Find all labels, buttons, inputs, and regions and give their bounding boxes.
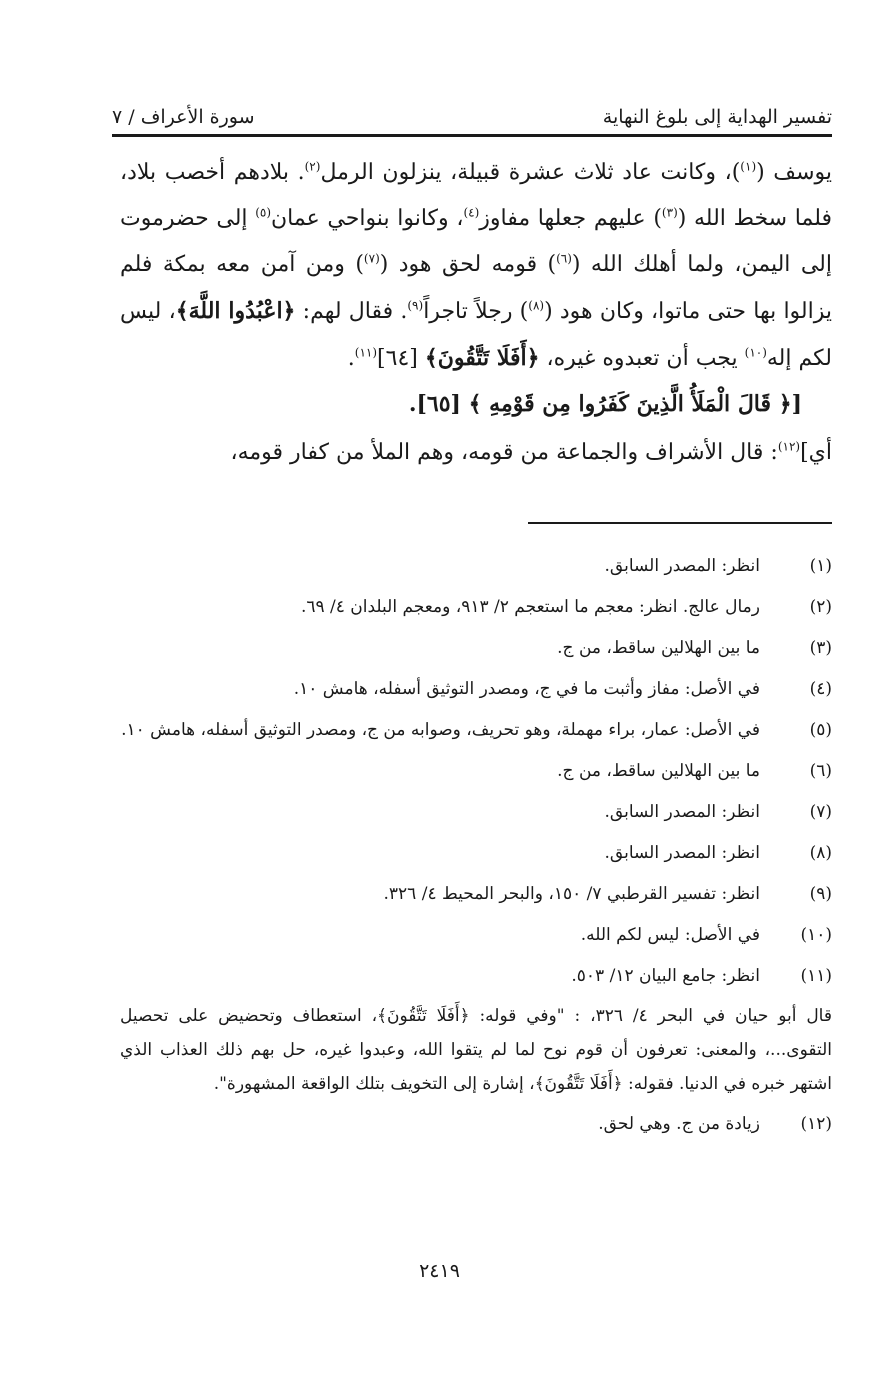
- footnote-text: ما بين الهلالين ساقط، من ج.: [557, 638, 760, 658]
- footnote-text: انظر: المصدر السابق.: [604, 556, 760, 576]
- footnote-number: (٥): [809, 720, 832, 740]
- text-run: . بلادهم أخصب بلاد، فلما سخط الله (: [120, 160, 832, 231]
- footnote-item: [120, 548, 832, 584]
- footnote-item: [120, 671, 832, 707]
- footnote-item: [120, 835, 832, 871]
- footnote-continuation: قال أبو حيان في البحر ٤/ ٣٢٦، : "وفي قوله: ﴿أَفَلَا تَتَّقُونَ﴾، استعطاف وتحضيض على تحصيل التقوى...، والمعنى: تعرفون أن قوم نوح لما لم يتقوا الله، وعبدوا غيره، حل بهم ذلك العذاب الذي اشتهر خبره في الدنيا. فقوله: ﴿أَفَلَا تَتَّقُونَ﴾، إشارة إلى التخويف بتلك الواقعة المشهورة".: [120, 1006, 832, 1094]
- text-run: إلى حضرموت إلى اليمن، ولما أهلك الله (: [120, 206, 832, 277]
- footnote-number: (٦): [809, 761, 832, 781]
- surah-reference: سورة الأعراف / ٧: [112, 106, 255, 128]
- footnote-item: [120, 917, 832, 953]
- footnote-text: انظر: المصدر السابق.: [604, 802, 760, 822]
- footnote-number: (١): [809, 556, 832, 576]
- footnote-item: [120, 712, 832, 748]
- text-run: . فقال لهم:: [295, 299, 408, 324]
- footnote-ref: (١): [740, 159, 757, 174]
- text-run: ، ليس لكم إله: [120, 299, 832, 371]
- text-run: .: [347, 346, 355, 371]
- footnote-number: (٨): [809, 843, 832, 863]
- footnote-number: (٧): [809, 802, 832, 822]
- book-title: تفسير الهداية إلى بلوغ النهاية: [602, 106, 832, 128]
- text-run: [٦٤]: [377, 346, 425, 371]
- footnote-item: [120, 958, 832, 994]
- text-run: ) رجلاً تاجراً: [423, 299, 529, 324]
- footnote-number: (٢): [809, 597, 832, 617]
- footnote-ref: (٥): [255, 205, 272, 220]
- footnote-number: (٣): [809, 638, 832, 658]
- footnote-number: (١٠): [800, 925, 832, 945]
- footnote-ref: (١٢): [777, 439, 801, 454]
- footnote-text: زيادة من ج. وهي لحق.: [598, 1114, 760, 1134]
- footnote-text: في الأصل: عمار، براء مهملة، وهو تحريف، وصوابه من ج، ومصدر التوثيق أسفله، هامش ١٠.: [121, 720, 760, 740]
- footnote-ref: (٧): [363, 251, 380, 266]
- text-run: يجب أن تعبدوه غيره،: [539, 346, 745, 371]
- footnote-text: انظر: المصدر السابق.: [604, 843, 760, 863]
- footnote-ref: (٣): [661, 205, 678, 220]
- text-run: )، وكانت عاد ثلاث عشرة قبيلة، ينزلون الرمل: [320, 160, 741, 185]
- page-number: ٢٤١٩: [419, 1260, 460, 1282]
- text-run: ) عليهم جعلها مفاوز: [479, 206, 662, 231]
- text-run: ) ومن آمن معه بمكة فلم يزالوا بها حتى ماتوا، وكان هود (: [120, 252, 833, 324]
- footnote-item: [120, 794, 832, 830]
- footnote-number: (١٢): [800, 1114, 832, 1134]
- header-rule: [112, 134, 832, 137]
- commentary-line: [120, 430, 832, 476]
- quran-quote: ﴿أَفَلَا تَتَّقُونَ﴾: [424, 345, 540, 371]
- footnote-item: [120, 630, 832, 666]
- footnote-ref: (٨): [528, 298, 545, 313]
- footnote-item: [120, 753, 832, 789]
- footnote-ref: (٤): [463, 205, 480, 220]
- footnote-number: (١١): [800, 966, 832, 986]
- footnotes: [120, 548, 832, 1147]
- main-paragraph: [120, 150, 832, 382]
- footnote-text: انظر: جامع البيان ١٢/ ٥٠٣.: [571, 966, 760, 986]
- running-header: [112, 94, 832, 128]
- text-run: أي]: [800, 440, 832, 465]
- footnote-item: [120, 1106, 832, 1142]
- footnote-ref: (٩): [407, 298, 424, 313]
- text-run: يوسف (: [756, 160, 832, 185]
- footnote-separator: [528, 522, 832, 524]
- footnote-text: رمال عالج. انظر: معجم ما استعجم ٢/ ٩١٣، ومعجم البلدان ٤/ ٦٩.: [300, 597, 760, 617]
- footnote-item: [120, 589, 832, 625]
- text-run: ) قومه لحق هود (: [379, 252, 557, 277]
- text-run: : قال الأشراف والجماعة من قومه، وهم الملأ من كفار قومه،: [230, 440, 778, 465]
- footnote-ref: (١١): [354, 345, 378, 360]
- footnote-ref: (٦): [556, 251, 572, 266]
- footnote-number: (٩): [809, 884, 832, 904]
- footnote-ref: (١٠): [744, 345, 767, 360]
- footnote-number: (٤): [809, 679, 832, 699]
- footnote-text: ما بين الهلالين ساقط، من ج.: [557, 761, 760, 781]
- footnote-text: في الأصل: مفاز وأثبت ما في ج، ومصدر التوثيق أسفله، هامش ١٠.: [293, 679, 760, 699]
- footnote-ref: (٢): [304, 159, 321, 174]
- main-text: [120, 150, 832, 476]
- footnote-text: في الأصل: ليس لكم الله.: [580, 925, 760, 945]
- footnote-text: انظر: تفسير القرطبي ٧/ ١٥٠، والبحر المحيط ٤/ ٣٢٦.: [383, 884, 760, 904]
- text-run: ، وكانوا بنواحي عمان: [271, 206, 464, 231]
- quran-quote: ﴿اعْبُدُوا اللَّهَ﴾: [175, 298, 296, 324]
- footnote-item: [120, 876, 832, 912]
- verse-65: [﴿ قَالَ الْمَلَأُ الَّذِينَ كَفَرُوا مِن قَوْمِهِ ﴾ [٦٥].: [408, 391, 802, 417]
